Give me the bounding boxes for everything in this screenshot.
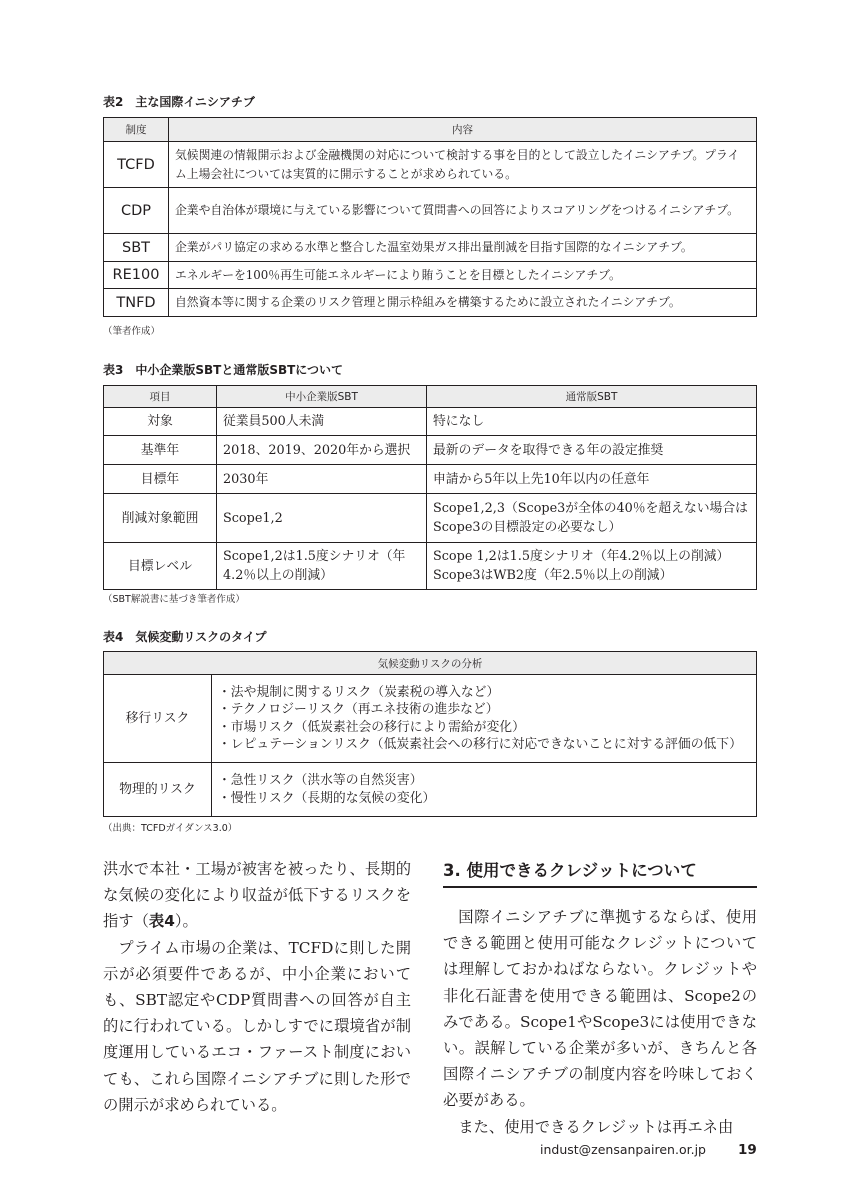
table-row [104,289,757,317]
right-column [443,904,757,1140]
table-header-row [104,652,757,675]
initiative-name: TNFD [104,289,169,317]
footer-email: indust@zensanpairen.or.jp [540,1142,706,1157]
risk-type-cell: 物理的リスク [104,763,212,817]
table3-note: （SBT解説書に基づき筆者作成） [103,594,245,605]
table-header-cell: 気候変動リスクの分析 [104,652,757,675]
initiative-name: SBT [104,234,169,262]
sme-sbt-cell: 2018、2019、2020年から選択 [217,436,427,465]
standard-sbt-cell: 最新のデータを取得できる年の設定推奨 [427,436,757,465]
table-header-row [104,118,757,142]
risk-item: ・市場リスク（低炭素社会の移行により需給が変化） [218,719,525,735]
item-cell: 対象 [104,408,217,436]
table3 [103,385,757,590]
risk-item: ・急性リスク（洪水等の自然災害） [218,773,423,788]
risk-item: ・テクノロジーリスク（再エネ技術の進歩など） [218,702,499,717]
table-header-cell: 通常版SBT [427,386,757,408]
risk-item: ・慢性リスク（長期的な気候の変化） [218,790,436,806]
sme-sbt-cell: Scope1,2は1.5度シナリオ（年4.2％以上の削減） [217,543,427,590]
item-cell: 基準年 [104,436,217,465]
risk-item: ・法や規制に関するリスク（炭素税の導入など） [218,684,500,700]
standard-sbt-line: Scope3はWB2度（年2.5％以上の削減） [433,568,673,583]
initiative-description: 自然資本等に関する企業のリスク管理と開示枠組みを構築するために設立されたイニシアチブ。 [169,289,757,317]
table-header-cell: 中小企業版SBT [217,386,427,408]
table2-caption: 表2 主な国際イニシアチブ [103,95,255,109]
table2-note: （筆者作成） [103,326,161,337]
initiative-description: エネルギーを100％再生可能エネルギーにより賄うことを目標としたイニシアチブ。 [169,262,757,289]
risk-type-cell: 移行リスク [104,675,212,763]
table-row [104,142,757,188]
standard-sbt-cell: 特になし [427,408,757,436]
risk-item: ・レピュテーションリスク（低炭素社会への移行に対応できないことに対する評価の低下） [218,737,742,752]
table-row [104,436,757,465]
table-row [104,234,757,262]
initiative-name: CDP [104,188,169,234]
standard-sbt-cell: Scope1,2,3（Scope3が全体の40％を超えない場合はScope3の目標設定の必要なし） [427,494,757,543]
left-column [103,856,411,1118]
risk-items-cell [212,675,757,763]
item-cell: 目標年 [104,465,217,494]
table-header-cell: 内容 [169,118,757,142]
table4-caption: 表4 気候変動リスクのタイプ [103,630,267,644]
paragraph-text: ）。 [174,912,198,931]
table-row [104,408,757,436]
initiative-description: 気候関連の情報開示および金融機関の対応について検討する事を目的として設立したイニシアチブ。プライム上場会社については実質的に開示することが求められている。 [169,142,757,188]
table-header-cell: 制度 [104,118,169,142]
initiative-name: RE100 [104,262,169,289]
sme-sbt-cell: 2030年 [217,465,427,494]
standard-sbt-cell: 申請から5年以上先10年以内の任意年 [427,465,757,494]
table-row [104,543,757,590]
initiative-description: 企業がパリ協定の求める水準と整合した温室効果ガス排出量削減を目指す国際的なイニシアチブ。 [169,234,757,262]
paragraph-text: 洪水で本社・工場が被害を被ったり、長期的な気候の変化により収益が低下するリスクを指す（ [103,860,411,931]
sme-sbt-cell: Scope1,2 [217,494,427,543]
paragraph: また、使用できるクレジットは再エネ由 [458,1117,734,1136]
table-row [104,675,757,763]
risk-items-cell [212,763,757,817]
table-row [104,763,757,817]
page-number: 19 [738,1142,757,1158]
table-row [104,188,757,234]
paragraph: プライム市場の企業は、TCFDに則した開示が必須要件であるが、中小企業においても、SBT認定やCDP質問書への回答が自主的に行われている。しかしすでに環境省が制度運用しているエコ・ファースト制度においても、これら国際イニシアチブに則した形での開示が求められている。 [103,938,411,1114]
table3-caption: 表3 中小企業版SBTと通常版SBTについて [103,363,344,377]
sme-sbt-cell: 従業員500人未満 [217,408,427,436]
initiative-name: TCFD [104,142,169,188]
table4 [103,651,757,817]
paragraph: 国際イニシアチブに準拠するならば、使用できる範囲と使用可能なクレジットについては理解しておかねばならない。クレジットや非化石証書を使用できる範囲は、Scope2のみである。Scope1やScope3には使用できない。誤解している企業が多いが、きちんと各国際イニシアチブの制度内容を吟味しておく必要がある。 [443,908,757,1110]
table-row [104,494,757,543]
standard-sbt-line: Scope 1,2は1.5度シナリオ（年4.2％以上の削減） [433,549,730,564]
table-header-cell: 項目 [104,386,217,408]
table2 [103,117,757,317]
item-cell: 削減対象範囲 [104,494,217,543]
table-row [104,262,757,289]
standard-sbt-cell [427,543,757,590]
table-reference: 表4 [148,912,175,931]
section-heading: 3. 使用できるクレジットについて [443,856,757,888]
initiative-description: 企業や自治体が環境に与えている影響について質問書への回答によりスコアリングをつけるイニシアチブ。 [169,188,757,234]
paragraph [103,856,411,935]
item-cell: 目標レベル [104,543,217,590]
table-header-row [104,386,757,408]
table4-note: （出典：TCFDガイダンス3.0） [103,823,238,834]
table-row [104,465,757,494]
